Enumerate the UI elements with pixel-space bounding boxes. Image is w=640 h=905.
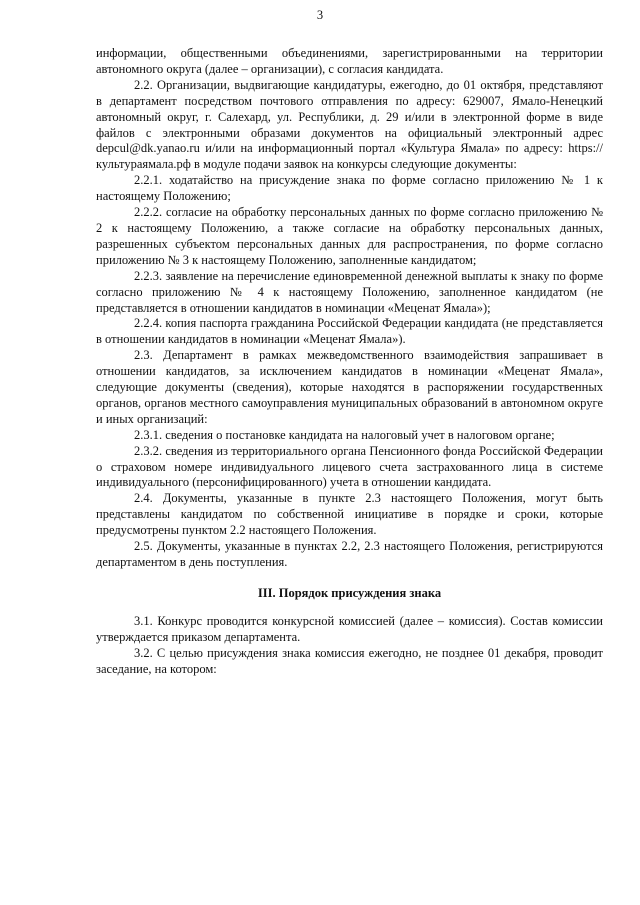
paragraph-continuation: информации, общественными объединениями, зарегистрированными на территории автономного округа (далее – организации), с согласия кандидата. — [96, 46, 603, 76]
paragraph-2-3-2: 2.3.2. сведения из территориального органа Пенсионного фонда Российской Федерации о страховом номере индивидуального лицевого счета застрахованного лица в системе индивидуального (персонифицированного) учета в отношении кандидата. — [96, 443, 603, 490]
paragraph-2-4: 2.4. Документы, указанные в пункте 2.3 настоящего Положения, могут быть представлены кандидатом по собственной инициативе в порядке и сроки, которые предусмотрены пунктом 2.2 настоящего Положения. — [96, 491, 603, 538]
paragraph-2-5: 2.5. Документы, указанные в пунктах 2.2, 2.3 настоящего Положения, регистрируются департаментом в день поступления. — [96, 539, 603, 569]
paragraph-2-2-2: 2.2.2. согласие на обработку персональных данных по форме согласно приложению № 2 к настоящему Положению, а также согласие на обработку персональных данных, разрешенных субъектом персональных данных для распространения, по форме согласно приложению № 3 к настоящему Положению, заполненные кандидатом; — [96, 205, 603, 267]
paragraph-3-2: 3.2. С целью присуждения знака комиссия ежегодно, не позднее 01 декабря, проводит заседание, на котором: — [96, 645, 603, 676]
paragraph-2-2-3: 2.2.3. заявление на перечисление единовременной денежной выплаты к знаку по форме согласно приложению № 4 к настоящему Положению, заполненное кандидатом (не представляется в отношении кандидатов в номинации «Меценат Ямала»); — [96, 268, 603, 315]
paragraph-2-2-4: 2.2.4. копия паспорта гражданина Российской Федерации кандидата (не представляется в отношении кандидатов в номинации «Меценат Ямала»). — [96, 316, 603, 347]
document-body — [96, 46, 603, 677]
paragraph-3-1: 3.1. Конкурс проводится конкурсной комиссией (далее – комиссия). Состав комиссии утверждается приказом департамента. — [96, 613, 603, 644]
paragraph-2-2: 2.2. Организации, выдвигающие кандидатуры, ежегодно, до 01 октября, представляют в департамент посредством почтового отправления по адресу: 629007, Ямало-Ненецкий автономный округ, г. Салехард, ул. Республики, д. 29 и/или в электронной форме в виде файлов с электронными образами документов на официальный электронный адрес depcul@dk.yanao.ru и/или на информационный портал «Культура Ямала» по адресу: https://культураямала.рф в модуле подачи заявок на конкурсы следующие документы: — [96, 77, 603, 172]
paragraph-2-3-1: 2.3.1. сведения о постановке кандидата на налоговый учет в налоговом органе; — [134, 427, 555, 442]
section-heading: III. Порядок присуждения знака — [257, 585, 442, 600]
paragraph-2-2-1: 2.2.1. ходатайство на присуждение знака по форме согласно приложению № 1 к настоящему Положению; — [96, 173, 603, 204]
paragraph-2-3: 2.3. Департамент в рамках межведомственного взаимодействия запрашивает в отношении кандидатов, за исключением кандидатов в номинации «Меценат Ямала», следующие документы (сведения), которые находятся в распоряжении государственных органов, органов местного самоуправления муниципальных образований в автономном округе и иных организаций: — [96, 348, 603, 426]
page-number: 3 — [316, 8, 324, 22]
